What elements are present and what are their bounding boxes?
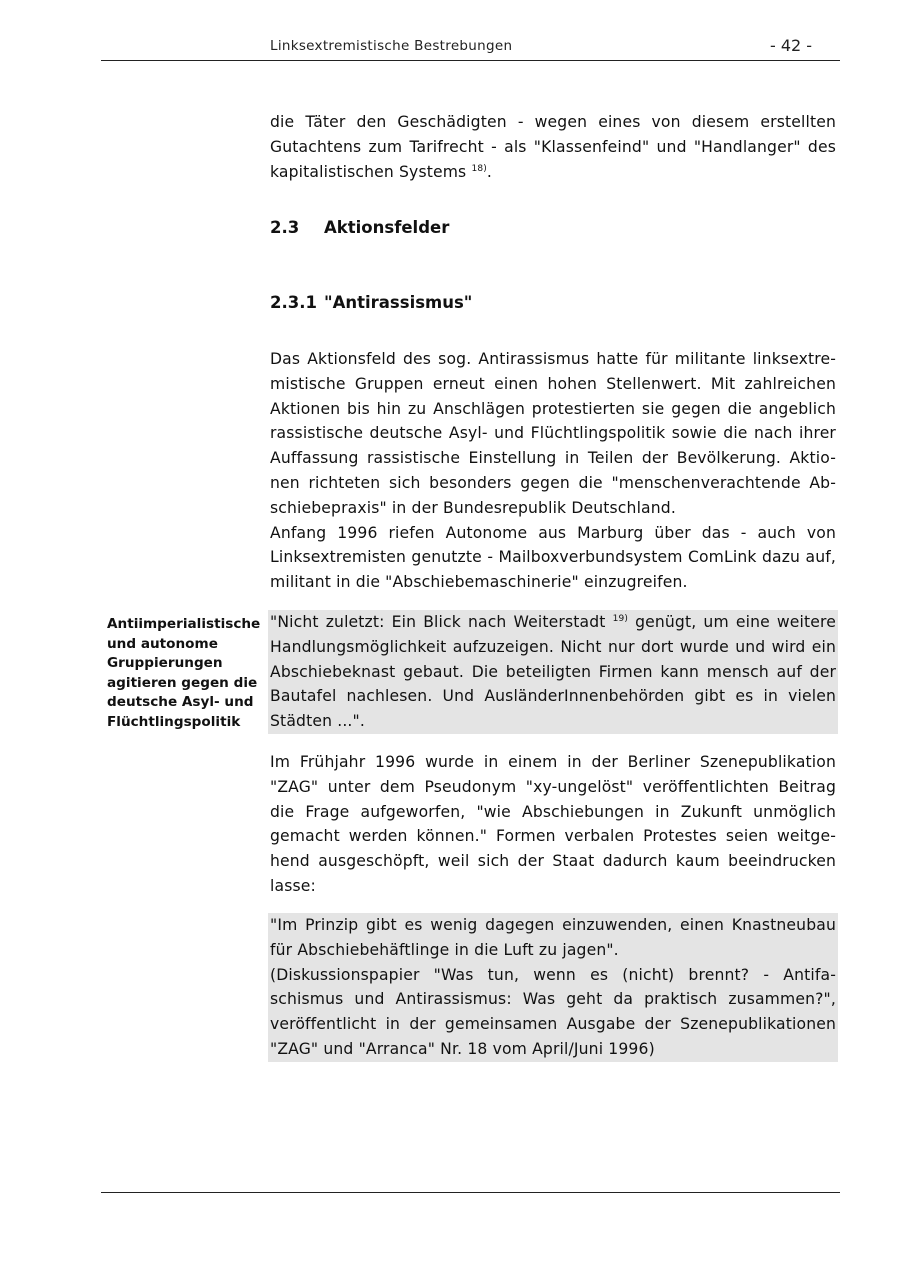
- intro-tail: .: [486, 162, 492, 181]
- subsection-heading: [270, 293, 472, 312]
- intro-paragraph: [270, 110, 836, 184]
- quote-block-1: [268, 610, 838, 734]
- running-header: Linksextremistische Bestrebungen: [270, 38, 513, 54]
- footer-rule: [101, 1192, 840, 1193]
- quote-block-2: [268, 913, 838, 1062]
- quote1-after: genügt, um eine weitere Handlungsmöglichkeit aufzuzeigen. Nicht nur dort wurde und wird ein Abschiebeknast gebaut. Die beteiligten Firmen kann mensch auf der Bautafel nachlesen. Und AusländerInnenbehörden gibt es in vielen Städten ...".: [270, 613, 836, 731]
- body-text-1: [270, 347, 836, 595]
- header-rule: [101, 60, 840, 61]
- paragraph-2: Anfang 1996 riefen Autonome aus Marburg über das - auch von Linksextremisten genutzte - Mailboxverbundsystem ComLink dazu auf, militant in die "Abschiebemaschinerie" einzugreifen.: [270, 523, 836, 592]
- footnote-ref: 19): [612, 614, 629, 624]
- paragraph-3: Im Frühjahr 1996 wurde in einem in der Berliner Szenepublikation "ZAG" unter dem Pseudonym "xy-ungelöst" veröffentlichten Beitrag die Frage aufgeworfen, "wie Abschiebungen in Zukunft unmöglich gemacht werden können." Formen verbalen Protestes seien weitge-hend ausgeschöpft, weil sich der Staat dadurch kaum beeindrucken lasse:: [270, 753, 836, 895]
- footnote-ref: 18): [471, 163, 487, 174]
- paragraph-1: Das Aktionsfeld des sog. Antirassismus hatte für militante linksextre-mistische Gruppen erneut einen hohen Stellenwert. Mit zahlreichen Aktionen bis hin zu Anschlägen protestierten sie gegen die angeblich rassistische deutsche Asyl- und Flüchtlingspolitik sowie die nach ihrer Auffassung rassistische Einstellung in Teilen der Bevölkerung. Aktio-nen richteten sich besonders gegen die "menschenverachtende Ab-schiebepraxis" in der Bundesrepublik Deutschland.: [270, 350, 836, 517]
- page-number: - 42 -: [770, 36, 813, 55]
- quote1-before: "Nicht zuletzt: Ein Blick nach Weiterstadt: [270, 613, 613, 631]
- subsection-number: 2.3.1: [270, 293, 317, 312]
- margin-note: Antiimperialistische und autonome Gruppierungen agitieren gegen die deutsche Asyl- und Flüchtlingspolitik: [107, 616, 261, 730]
- section-title: Aktionsfelder: [324, 218, 450, 237]
- body-text-2: [270, 750, 836, 899]
- subsection-title: "Antirassismus": [324, 293, 473, 312]
- quote2-line1: "Im Prinzip gibt es wenig dagegen einzuwenden, einen Knastneubau für Abschiebehäftlinge in die Luft zu jagen".: [270, 916, 836, 959]
- section-number: 2.3: [270, 218, 300, 237]
- intro-text: die Täter den Geschädigten - wegen eines von diesem erstellten Gutachtens zum Tarifrecht - als "Klassenfeind" und "Handlanger" des kapitalistischen Systems: [270, 113, 836, 181]
- quote2-source: (Diskussionspapier "Was tun, wenn es (nicht) brennt? - Antifa-schismus und Antirassismus: Was geht da praktisch zusammen?", veröffentlicht in der gemeinsamen Ausgabe der Szenepublikationen "ZAG" und "Arranca" Nr. 18 vom April/Juni 1996): [270, 965, 836, 1058]
- section-heading: [270, 218, 449, 237]
